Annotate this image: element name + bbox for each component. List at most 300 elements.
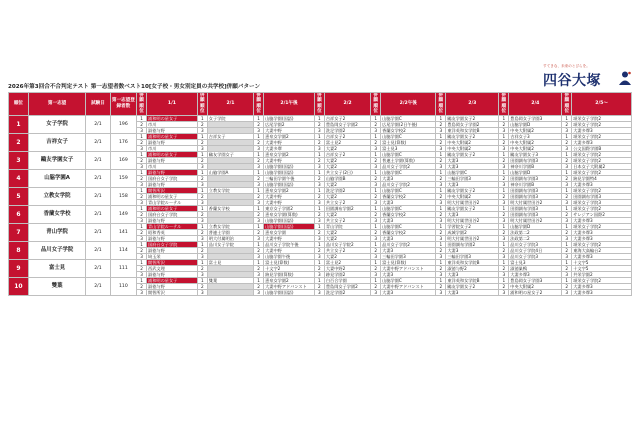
school-name-cell: 品川女子学院午後	[264, 241, 315, 247]
rank-cell: 2	[9, 133, 29, 151]
column-header: 2/4	[509, 93, 562, 116]
sub-rank-cell: 2	[562, 283, 572, 289]
sub-rank-cell: 3	[436, 163, 446, 169]
school-name-cell: 広尾学園2	[264, 121, 315, 127]
school-name-cell: 学習院女子2	[446, 223, 499, 229]
school-name-cell: 法政第二2	[509, 229, 562, 235]
sub-rank-cell: 3	[314, 271, 324, 277]
school-name-cell: 中央大附属2	[509, 145, 562, 151]
sub-rank-cell: 1	[197, 223, 207, 229]
school-name-cell: 国府台女子学院	[147, 241, 198, 247]
school-name-cell: 山脇学園C	[381, 133, 436, 139]
sub-rank-cell: 1	[436, 151, 446, 157]
sub-rank-cell: 2	[197, 247, 207, 253]
school-name-cell: 大妻3	[446, 211, 499, 217]
sub-rank-cell: 2	[562, 157, 572, 163]
column-header: 併願順位	[314, 93, 324, 116]
sub-rank-cell: 3	[137, 181, 147, 187]
sub-rank-cell: 3	[197, 145, 207, 151]
sub-rank-cell: 1	[371, 205, 381, 211]
sub-rank-cell: 3	[371, 181, 381, 187]
school-name-cell: 普連土学園	[207, 229, 253, 235]
sub-rank-cell: 3	[254, 253, 264, 259]
sub-rank-cell: 3	[254, 181, 264, 187]
rank-cell: 3	[9, 151, 29, 169]
sub-rank-cell: 1	[436, 169, 446, 175]
sub-rank-cell: 2	[314, 175, 324, 181]
sub-rank-cell: 2	[436, 247, 446, 253]
school-name-cell: 大妻2	[324, 163, 370, 169]
school-name-cell: 大妻多摩3	[572, 235, 632, 241]
school-name-cell: 東洋英和女学院B	[446, 277, 499, 283]
sub-rank-cell: 2	[499, 139, 509, 145]
school-name-cell: 香蘭女学校2	[381, 211, 436, 217]
school-cell: 山脇学園A	[28, 169, 85, 187]
sub-rank-cell: 2	[499, 283, 509, 289]
school-name-cell: 頌栄女子学院2	[572, 187, 632, 193]
sub-rank-cell: 2	[562, 121, 572, 127]
column-header: 1/1	[147, 93, 198, 116]
sub-rank-cell: 1	[197, 151, 207, 157]
school-name-cell: 大妻2	[324, 157, 370, 163]
school-name-cell: 大妻中野	[264, 193, 315, 199]
school-name-cell: 頌栄女子学院2	[572, 121, 632, 127]
sub-rank-cell: 3	[197, 289, 207, 295]
sub-rank-cell: 3	[371, 199, 381, 205]
sub-rank-cell: 3	[371, 217, 381, 223]
sub-rank-cell: 1	[137, 241, 147, 247]
school-name-cell: 淑徳与野	[147, 235, 198, 241]
sub-rank-cell: 1	[254, 259, 264, 265]
sub-rank-cell: 1	[436, 187, 446, 193]
sub-rank-cell: 2	[314, 121, 324, 127]
sub-rank-cell: 1	[562, 241, 572, 247]
school-name-cell: 明大付属世田谷2	[509, 217, 562, 223]
column-header: 併願順位	[436, 93, 446, 116]
school-name-cell: 浦和明の星女子	[147, 115, 198, 121]
sub-rank-cell: 2	[436, 121, 446, 127]
school-cell: 青山学院	[28, 223, 85, 241]
school-name-cell: 淑徳与野	[147, 247, 198, 253]
school-name-cell: 広尾学園(2日午後)	[381, 121, 436, 127]
exam-date-cell: 2/1	[86, 151, 110, 169]
school-name-cell: 浦和明の星女子	[147, 205, 198, 211]
sub-rank-cell: 1	[197, 187, 207, 193]
school-name-cell: 富士見(算数)	[381, 139, 436, 145]
applicant-count-cell: 176	[110, 133, 137, 151]
sub-rank-cell: 2	[254, 229, 264, 235]
sub-rank-cell: 1	[254, 151, 264, 157]
school-name-cell: 大妻2	[324, 145, 370, 151]
sub-rank-cell: 3	[197, 217, 207, 223]
sub-rank-cell: 3	[314, 289, 324, 295]
school-name-cell: 山脇学園(国語)	[264, 163, 315, 169]
sub-rank-cell: 3	[254, 163, 264, 169]
exam-date-cell: 2/1	[86, 205, 110, 223]
sub-rank-cell: 2	[254, 175, 264, 181]
sub-rank-cell: 1	[371, 169, 381, 175]
sub-rank-cell: 2	[499, 247, 509, 253]
school-name-cell: 淑徳巣鴨	[509, 265, 562, 271]
column-header: 2/2午後	[381, 93, 436, 116]
sub-rank-cell: 3	[254, 289, 264, 295]
sub-rank-cell: 1	[137, 259, 147, 265]
sub-rank-cell: 3	[137, 217, 147, 223]
sub-rank-cell: 2	[562, 193, 572, 199]
school-name-cell	[207, 289, 253, 295]
school-name-cell: 国府台女子学院	[147, 211, 198, 217]
sub-rank-cell: 2	[137, 157, 147, 163]
school-name-cell: 跡見学園特4	[572, 175, 632, 181]
sub-rank-cell: 2	[436, 283, 446, 289]
sub-rank-cell: 1	[371, 223, 381, 229]
sub-rank-cell: 3	[499, 199, 509, 205]
school-name-cell: 山脇学園C	[381, 277, 436, 283]
school-name-cell: 東京女子学園2	[264, 205, 315, 211]
sub-rank-cell: 3	[314, 145, 324, 151]
school-name-cell: 浦和明の星女子	[147, 133, 198, 139]
school-name-cell: 山脇学園B	[324, 175, 370, 181]
school-name-cell: 大妻3	[446, 271, 499, 277]
school-name-cell: 洗足学園2	[324, 127, 370, 133]
column-header: 併願順位	[254, 93, 264, 116]
school-name-cell: 頌栄女子学院2	[572, 151, 632, 157]
sub-rank-cell: 3	[314, 235, 324, 241]
applicant-count-cell: 159	[110, 169, 137, 187]
sub-rank-cell: 2	[562, 229, 572, 235]
school-name-cell: 香蘭女学校2	[381, 229, 436, 235]
sub-rank-cell: 2	[314, 247, 324, 253]
sub-rank-cell: 1	[137, 151, 147, 157]
school-name-cell: 大妻多摩3	[572, 127, 632, 133]
rank-cell: 4	[9, 169, 29, 187]
school-name-cell: 山脇学園C	[446, 169, 499, 175]
school-name-cell: 頌栄女子学院2	[572, 277, 632, 283]
sub-rank-cell: 2	[314, 139, 324, 145]
school-name-cell: 田園調布学園3	[509, 211, 562, 217]
sub-rank-cell: 1	[562, 169, 572, 175]
school-name-cell: 山脇学園C	[381, 205, 436, 211]
sub-rank-cell: 1	[436, 205, 446, 211]
sub-rank-cell: 2	[499, 121, 509, 127]
sub-rank-cell: 1	[137, 205, 147, 211]
sub-rank-cell: 1	[254, 169, 264, 175]
school-name-cell: 十文字5	[572, 265, 632, 271]
school-name-cell: 吉祥女子2	[324, 115, 370, 121]
school-name-cell: 大妻中野2	[324, 265, 370, 271]
school-name-cell: 大妻中野	[264, 139, 315, 145]
column-header: 第一志望登録者数	[110, 93, 137, 116]
school-name-cell: 大妻多摩3	[572, 283, 632, 289]
sub-rank-cell: 1	[197, 259, 207, 265]
school-name-cell: 大妻中野アドバンスト	[381, 265, 436, 271]
sub-rank-cell: 3	[137, 145, 147, 151]
sub-rank-cell: 2	[436, 139, 446, 145]
sub-rank-cell: 1	[197, 205, 207, 211]
exam-date-cell: 2/1	[86, 133, 110, 151]
school-name-cell: 頌栄女子学院2	[572, 133, 632, 139]
sub-rank-cell: 3	[371, 253, 381, 259]
sub-rank-cell: 3	[499, 217, 509, 223]
school-name-cell: 品川女子学院2	[381, 241, 436, 247]
rank-cell: 6	[9, 205, 29, 223]
school-name-cell: 富士見2	[324, 139, 370, 145]
school-name-cell: 大妻2	[324, 253, 370, 259]
sub-rank-cell: 2	[137, 193, 147, 199]
sub-rank-cell: 2	[197, 121, 207, 127]
sub-rank-cell: 3	[436, 199, 446, 205]
school-name-cell: 大妻多摩3	[572, 181, 632, 187]
sub-rank-cell: 1	[254, 205, 264, 211]
exam-date-cell: 2/1	[86, 223, 110, 241]
school-name-cell: 十文字2	[264, 265, 315, 271]
sub-rank-cell: 2	[197, 229, 207, 235]
school-name-cell: 恵泉女学園	[264, 229, 315, 235]
school-name-cell: 鷗友学園女子2	[446, 133, 499, 139]
sub-rank-cell: 1	[137, 187, 147, 193]
sub-rank-cell: 2	[137, 175, 147, 181]
school-name-cell: 跡見学園2	[324, 271, 370, 277]
applicant-count-cell: 149	[110, 205, 137, 223]
sub-rank-cell: 3	[436, 145, 446, 151]
sub-rank-cell: 3	[314, 163, 324, 169]
sub-rank-cell: 1	[314, 187, 324, 193]
school-name-cell: サレジアン国際2	[572, 211, 632, 217]
school-cell: 富士見	[28, 259, 85, 277]
school-name-cell: 大妻3	[381, 199, 436, 205]
school-name-cell: 女子学院	[207, 115, 253, 121]
rank-cell: 9	[9, 259, 29, 277]
school-name-cell: 西武文理	[147, 265, 198, 271]
school-name-cell: 田園調布学園3	[509, 175, 562, 181]
school-name-cell: 富士見	[207, 259, 253, 265]
school-name-cell: 大妻3	[381, 217, 436, 223]
school-name-cell: 豊島岡女子学園2	[324, 283, 370, 289]
school-name-cell: 法政第二2	[509, 235, 562, 241]
sub-rank-cell: 1	[314, 151, 324, 157]
school-name-cell: 成城学園2	[446, 229, 499, 235]
sub-rank-cell: 3	[436, 271, 446, 277]
school-name-cell: 大妻2	[324, 181, 370, 187]
sub-rank-cell: 2	[371, 265, 381, 271]
sub-rank-cell: 1	[137, 223, 147, 229]
sub-rank-cell: 3	[197, 235, 207, 241]
sub-rank-cell: 3	[436, 235, 446, 241]
sub-rank-cell: 1	[314, 205, 324, 211]
sub-rank-cell: 1	[197, 241, 207, 247]
sub-rank-cell: 1	[254, 277, 264, 283]
school-name-cell: 鷗友学園女子	[207, 151, 253, 157]
school-name-cell: 三輪田学園午後	[264, 175, 315, 181]
sub-rank-cell: 1	[499, 133, 509, 139]
sub-rank-cell: 3	[137, 163, 147, 169]
sub-rank-cell: 3	[436, 253, 446, 259]
school-name-cell: 大妻多摩3	[572, 253, 632, 259]
sub-rank-cell: 3	[314, 199, 324, 205]
school-name-cell: 品川女子学院3	[509, 253, 562, 259]
school-cell: 女子学院	[28, 115, 85, 133]
sub-rank-cell: 3	[562, 289, 572, 295]
school-name-cell: 浦和明の星女子	[147, 277, 198, 283]
school-name-cell: 大妻2	[324, 211, 370, 217]
sub-rank-cell: 3	[314, 253, 324, 259]
school-name-cell: 市川	[147, 121, 198, 127]
sub-rank-cell: 2	[436, 265, 446, 271]
sub-rank-cell: 3	[197, 127, 207, 133]
sub-rank-cell: 2	[254, 193, 264, 199]
rank-cell: 5	[9, 187, 29, 205]
sub-rank-cell: 1	[436, 277, 446, 283]
school-name-cell: 鷗友学園女子2	[446, 205, 499, 211]
sub-rank-cell: 3	[562, 181, 572, 187]
rank-cell: 7	[9, 223, 29, 241]
column-header: 併願順位	[499, 93, 509, 116]
school-name-cell: 大妻3	[446, 181, 499, 187]
sub-rank-cell: 2	[137, 247, 147, 253]
sub-rank-cell: 1	[499, 277, 509, 283]
sub-rank-cell: 1	[197, 169, 207, 175]
sub-rank-cell: 3	[371, 127, 381, 133]
header-row	[9, 93, 632, 116]
column-header: 試験日	[86, 93, 110, 116]
sub-rank-cell: 2	[137, 211, 147, 217]
exam-date-cell: 2/1	[86, 169, 110, 187]
sub-rank-cell: 1	[499, 115, 509, 121]
sub-rank-cell: 1	[562, 133, 572, 139]
school-name-cell: 明大付属明治	[207, 235, 253, 241]
sub-rank-cell: 2	[371, 121, 381, 127]
school-name-cell: 国府台女子学院	[147, 175, 198, 181]
column-header: 併願順位	[197, 93, 207, 116]
school-name-cell: 富士見2	[324, 259, 370, 265]
sub-rank-cell: 3	[371, 163, 381, 169]
school-name-cell: 大妻3	[381, 247, 436, 253]
school-name-cell: 共立女子(2日)	[324, 169, 370, 175]
school-name-cell: 中央大附属2	[509, 127, 562, 133]
sub-rank-cell: 3	[562, 163, 572, 169]
sub-rank-cell: 2	[197, 157, 207, 163]
school-cell: 立教女学院	[28, 187, 85, 205]
sub-rank-cell: 3	[371, 235, 381, 241]
sub-rank-cell: 2	[197, 193, 207, 199]
school-name-cell: 山脇学園C	[381, 115, 436, 121]
sub-rank-cell: 1	[562, 259, 572, 265]
school-name-cell: 市川	[147, 163, 198, 169]
school-name-cell: 大妻中野	[264, 127, 315, 133]
sub-rank-cell: 1	[436, 133, 446, 139]
school-name-cell: 淑徳与野	[147, 157, 198, 163]
sub-rank-cell: 1	[371, 241, 381, 247]
sub-rank-cell: 3	[562, 235, 572, 241]
sub-rank-cell: 2	[371, 211, 381, 217]
school-name-cell: 神奈川学園B	[509, 163, 562, 169]
sub-rank-cell: 2	[254, 121, 264, 127]
school-name-cell: 雙葉	[207, 277, 253, 283]
sub-rank-cell: 3	[499, 289, 509, 295]
school-name-cell: 大妻3	[446, 289, 499, 295]
sub-rank-cell: 1	[371, 187, 381, 193]
sub-rank-cell: 1	[314, 115, 324, 121]
sub-rank-cell: 1	[436, 223, 446, 229]
school-name-cell: 田園調布学園2	[446, 241, 499, 247]
school-name-cell: 大妻2	[324, 235, 370, 241]
sub-rank-cell: 1	[562, 151, 572, 157]
applicant-count-cell: 141	[110, 223, 137, 241]
school-name-cell: 立教女学院	[207, 187, 253, 193]
school-name-cell: 恵泉女学園2	[264, 151, 315, 157]
sub-rank-cell: 3	[499, 163, 509, 169]
sub-rank-cell: 2	[436, 175, 446, 181]
sub-rank-cell: 2	[562, 265, 572, 271]
school-name-cell: 青山学院ルーテル	[147, 223, 198, 229]
table-row	[9, 115, 632, 121]
school-name-cell: 大妻多摩3	[509, 271, 562, 277]
school-name-cell: 山脇学園C	[381, 169, 436, 175]
sub-rank-cell: 3	[197, 253, 207, 259]
school-name-cell: 明大付属世田谷2	[446, 199, 499, 205]
sub-rank-cell: 2	[137, 265, 147, 271]
school-name-cell: 恵泉女学園2	[264, 277, 315, 283]
sub-rank-cell: 2	[197, 283, 207, 289]
exam-date-cell: 2/1	[86, 187, 110, 205]
school-name-cell: 山脇学園(国語)	[264, 181, 315, 187]
school-name-cell: 大妻多摩3	[572, 139, 632, 145]
sub-rank-cell: 1	[254, 241, 264, 247]
sub-rank-cell: 1	[197, 277, 207, 283]
school-name-cell: 頌栄女子学院2	[572, 205, 632, 211]
sub-rank-cell: 2	[314, 211, 324, 217]
school-name-cell: 淑徳与野	[147, 181, 198, 187]
sub-rank-cell: 1	[371, 277, 381, 283]
school-name-cell: 大妻中野アドバンスト	[264, 283, 315, 289]
school-name-cell: 跡見学園(算数)	[264, 271, 315, 277]
sub-rank-cell: 2	[436, 211, 446, 217]
school-name-cell: 富士見(算数)	[381, 259, 436, 265]
table-row	[9, 277, 632, 283]
school-name-cell: 品川女子学院4日	[509, 247, 562, 253]
school-name-cell: 田園調布学園3	[572, 193, 632, 199]
school-name-cell: 淑徳与野	[147, 217, 198, 223]
sub-rank-cell: 1	[499, 241, 509, 247]
sub-rank-cell: 1	[371, 133, 381, 139]
school-name-cell: 大妻多摩3	[572, 229, 632, 235]
sub-rank-cell: 1	[314, 277, 324, 283]
sub-rank-cell: 3	[137, 199, 147, 205]
column-header: 2/2	[324, 93, 370, 116]
sub-rank-cell: 2	[371, 229, 381, 235]
school-name-cell: 共立女子2	[324, 199, 370, 205]
sub-rank-cell: 3	[197, 181, 207, 187]
sub-rank-cell: 3	[314, 127, 324, 133]
sub-rank-cell: 3	[197, 199, 207, 205]
school-name-cell: 淑徳与野	[147, 169, 198, 175]
school-name-cell: 大妻3	[381, 235, 436, 241]
sub-rank-cell: 2	[254, 157, 264, 163]
sub-rank-cell: 3	[137, 127, 147, 133]
sub-rank-cell: 2	[254, 247, 264, 253]
school-name-cell: 洗足学園2	[324, 187, 370, 193]
school-name-cell: 大妻3	[381, 175, 436, 181]
school-name-cell: 市川	[147, 145, 198, 151]
sub-rank-cell: 2	[197, 211, 207, 217]
sub-rank-cell: 1	[562, 187, 572, 193]
sub-rank-cell: 3	[254, 271, 264, 277]
school-name-cell: 昭和秀英	[147, 229, 198, 235]
school-name-cell: 田園調布学園3	[509, 193, 562, 199]
school-name-cell: 山脇学園D	[509, 169, 562, 175]
applicant-count-cell: 158	[110, 187, 137, 205]
brand-name: 四谷大塚	[543, 73, 601, 89]
